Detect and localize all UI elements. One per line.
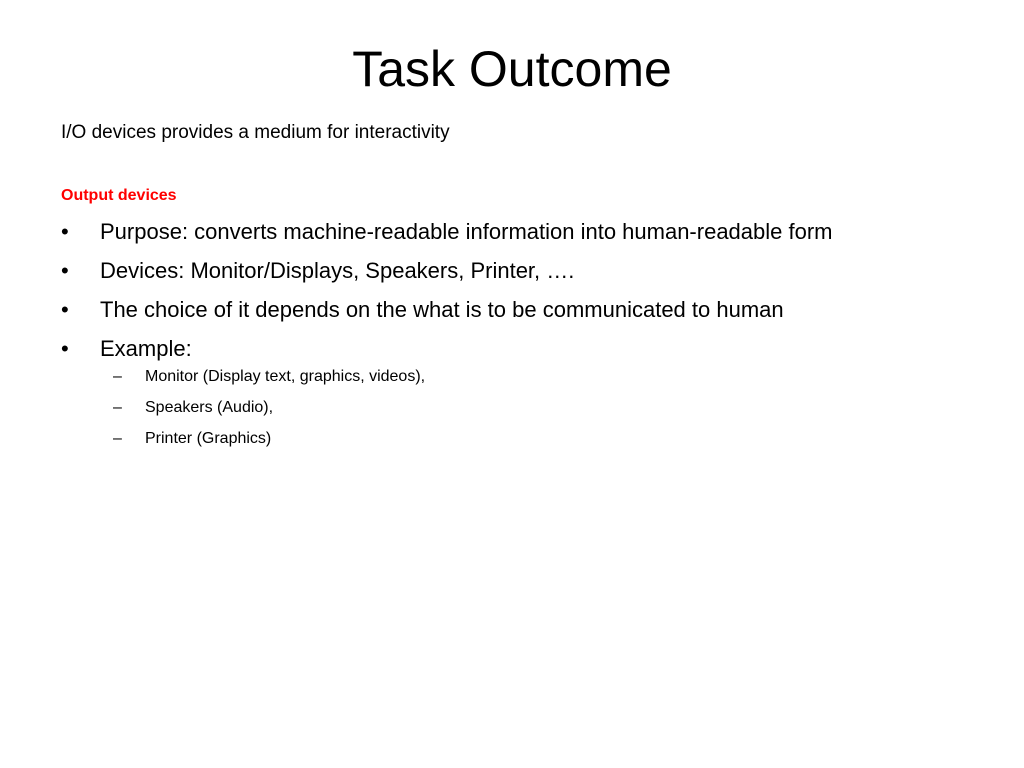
bullet-item-purpose (61, 217, 1001, 247)
bullet-item-choice (61, 295, 1001, 325)
sub-bullet-text: Printer (Graphics) (145, 430, 272, 447)
bullet-list (61, 217, 1001, 459)
bullet-text: Purpose: converts machine-readable information into human-readable form (100, 219, 833, 244)
bullet-text: The choice of it depends on the what is to be communicated to human (100, 297, 784, 322)
dash-marker: – (113, 368, 122, 385)
sub-bullet-text: Monitor (Display text, graphics, videos), (145, 368, 426, 385)
dash-marker: – (113, 399, 122, 416)
intro-text: I/O devices provides a medium for interactivity (61, 122, 450, 143)
sub-bullet-item-speakers (61, 397, 962, 419)
section-heading-output-devices: Output devices (61, 187, 177, 204)
bullet-item-example (61, 334, 1001, 450)
sub-bullet-text: Speakers (Audio), (145, 399, 274, 416)
sub-bullet-item-printer (61, 428, 962, 450)
bullet-marker: • (61, 297, 69, 322)
bullet-marker: • (61, 336, 69, 361)
sub-bullet-item-monitor (61, 366, 962, 388)
bullet-item-devices (61, 256, 1001, 286)
dash-marker: – (113, 430, 122, 447)
bullet-text: Devices: Monitor/Displays, Speakers, Printer, …. (100, 258, 575, 283)
bullet-text: Example: (100, 336, 192, 361)
slide-title: Task Outcome (352, 41, 672, 97)
bullet-marker: • (61, 219, 69, 244)
bullet-marker: • (61, 258, 69, 283)
sub-bullet-list (61, 366, 962, 450)
